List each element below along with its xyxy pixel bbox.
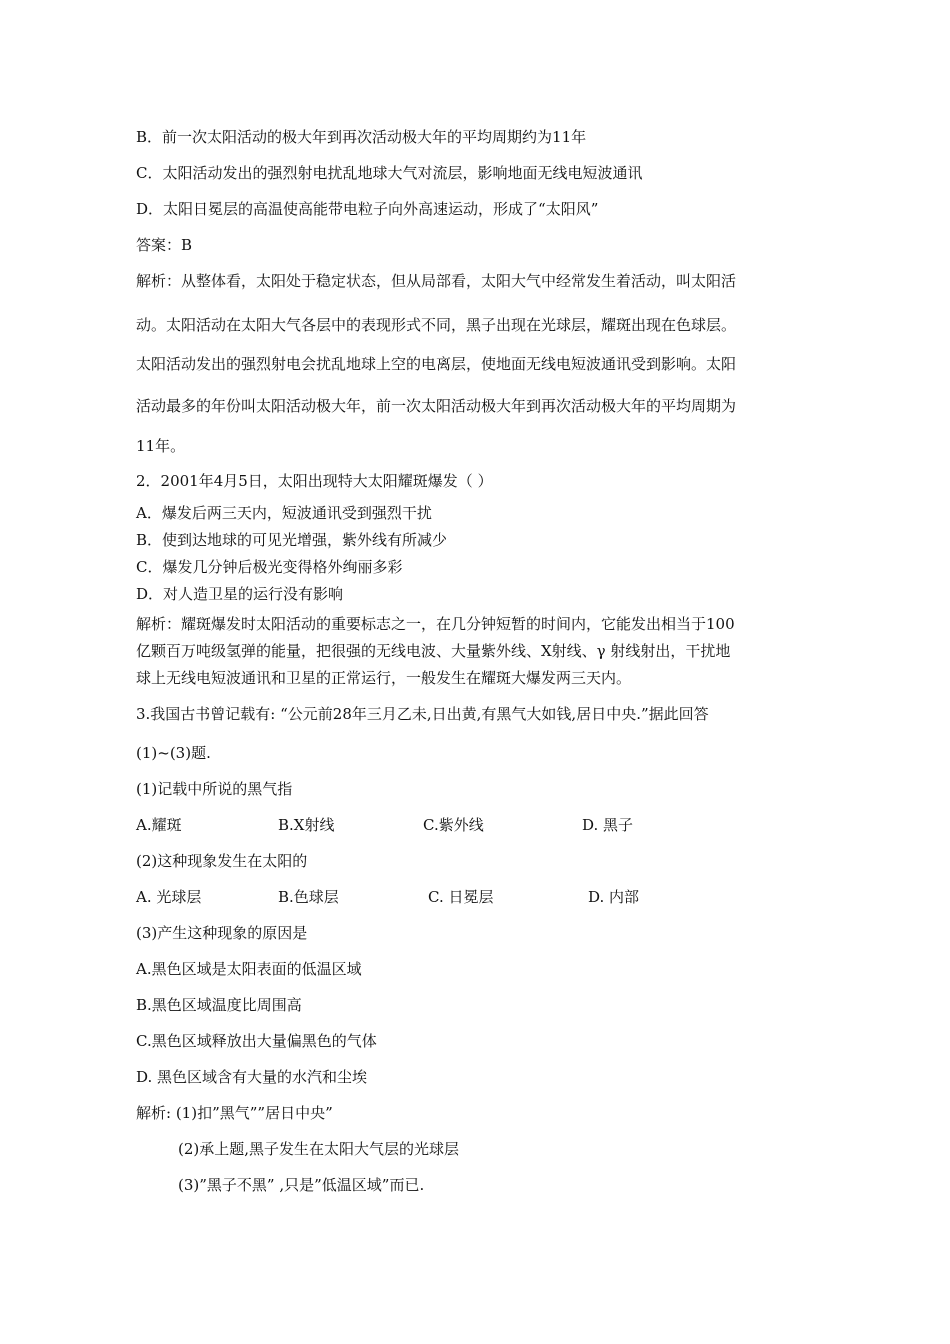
q1-analysis-line: 太阳活动发出的强烈射电会扰乱地球上空的电离层，使地面无线电短波通讯受到影响。太阳: [136, 355, 737, 373]
q3-analysis-line: (3)”黑子不黑” ,只是”低温区域”而已.: [178, 1176, 425, 1194]
q3-sub3-option-b: B.黑色区域温度比周围高: [136, 996, 302, 1014]
q3-stem: 3.我国古书曾记载有: “公元前28年三月乙未,日出黄,有黑气大如钱,居日中央.”据此回答: [136, 705, 709, 723]
q3-sub2-option-d: D. 内部: [588, 888, 640, 906]
q1-analysis-line: 11年。: [136, 437, 186, 455]
q2-option-b: B．使到达地球的可见光增强，紫外线有所减少: [136, 531, 448, 549]
q3-sub1-option-a: A.耀斑: [136, 816, 182, 834]
q3-stem: (1)~(3)题.: [136, 744, 211, 762]
q3-sub2-question: (2)这种现象发生在太阳的: [136, 852, 308, 870]
q3-sub1-option-c: C.紫外线: [423, 816, 484, 834]
q1-analysis-line: 解析：从整体看，太阳处于稳定状态，但从局部看，太阳大气中经常发生着活动，叫太阳活: [136, 272, 737, 290]
q3-sub1-option-d: D. 黑子: [582, 816, 634, 834]
q1-option-d: D．太阳日冕层的高温使高能带电粒子向外高速运动，形成了“太阳风”: [136, 200, 599, 218]
q3-sub3-question: (3)产生这种现象的原因是: [136, 924, 308, 942]
q3-sub2-option-a: A. 光球层: [136, 888, 202, 906]
q3-analysis-line: (2)承上题,黑子发生在太阳大气层的光球层: [178, 1140, 460, 1158]
q1-analysis-line: 动。太阳活动在太阳大气各层中的表现形式不同，黑子出现在光球层，耀斑出现在色球层。: [136, 316, 737, 334]
q2-analysis-line: 解析：耀斑爆发时太阳活动的重要标志之一，在几分钟短暂的时间内，它能发出相当于100: [136, 615, 735, 633]
q2-stem: 2．2001年4月5日，太阳出现特大太阳耀斑爆发（ ）: [136, 472, 493, 490]
q2-option-c: C．爆发几分钟后极光变得格外绚丽多彩: [136, 558, 403, 576]
q3-sub2-option-b: B.色球层: [278, 888, 339, 906]
q3-sub1-option-b: B.X射线: [278, 816, 335, 834]
q1-option-b: B．前一次太阳活动的极大年到再次活动极大年的平均周期约为11年: [136, 128, 587, 146]
q2-option-d: D．对人造卫星的运行没有影响: [136, 585, 344, 603]
q2-analysis-line: 球上无线电短波通讯和卫星的正常运行，一般发生在耀斑大爆发两三天内。: [136, 669, 632, 687]
q1-answer: 答案：B: [136, 236, 193, 254]
q1-option-c: C．太阳活动发出的强烈射电扰乱地球大气对流层，影响地面无线电短波通讯: [136, 164, 643, 182]
q3-sub3-option-d: D. 黑色区域含有大量的水汽和尘埃: [136, 1068, 368, 1086]
q3-sub1-question: (1)记载中所说的黑气指: [136, 780, 293, 798]
q1-analysis-line: 活动最多的年份叫太阳活动极大年，前一次太阳活动极大年到再次活动极大年的平均周期为: [136, 397, 737, 415]
q3-analysis-line: 解析: (1)扣”黑气””居日中央”: [136, 1104, 333, 1122]
q3-sub3-option-c: C.黑色区域释放出大量偏黑色的气体: [136, 1032, 377, 1050]
q2-option-a: A．爆发后两三天内，短波通讯受到强烈干扰: [136, 504, 432, 522]
q3-sub2-option-c: C. 日冕层: [428, 888, 494, 906]
q3-sub3-option-a: A.黑色区域是太阳表面的低温区域: [136, 960, 362, 978]
q2-analysis-line: 亿颗百万吨级氢弹的能量，把很强的无线电波、大量紫外线、X射线、γ 射线射出，干扰地: [136, 642, 731, 660]
